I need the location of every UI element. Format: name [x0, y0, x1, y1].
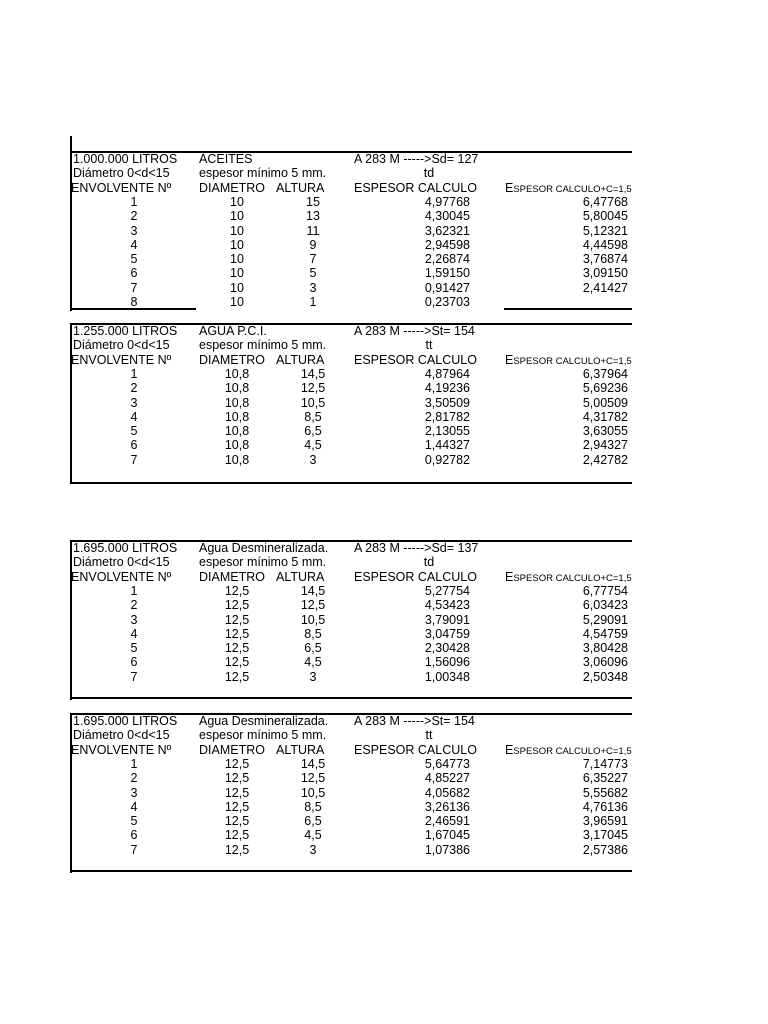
envolvente-value: 7: [130, 842, 138, 857]
espesor-c-value: 3,63055: [582, 424, 628, 439]
product-name: Agua Desmineralizada.: [199, 714, 329, 728]
table-bottom-rule: [70, 482, 632, 484]
altura-value: 15: [306, 194, 320, 209]
espesor-value: 4,19236: [424, 381, 470, 396]
altura-value: 14,5: [300, 366, 326, 381]
diametro-value: 12,5: [224, 756, 250, 771]
espesor-c-value: 4,44598: [582, 237, 628, 252]
diametro-value: 12,5: [224, 641, 250, 656]
envolvente-value: 1: [130, 756, 138, 771]
header-espesor-c-initial: E: [505, 569, 514, 584]
espesor-c-value: 2,57386: [582, 842, 628, 857]
espesor-value: 2,46591: [424, 814, 470, 829]
material-spec: A 283 M ----->St= 154: [354, 324, 475, 338]
envolvente-value: 6: [130, 655, 138, 670]
altura-value: 6,5: [304, 814, 322, 829]
altura-value: 14,5: [300, 756, 326, 771]
diametro-value: 12,5: [224, 583, 250, 598]
header-diametro: DIAMETRO: [199, 352, 265, 367]
spec-unit: td: [423, 166, 435, 181]
altura-value: 12,5: [300, 771, 326, 786]
espesor-c-value: 3,96591: [582, 814, 628, 829]
product-name: ACEITES: [199, 152, 253, 166]
diametro-value: 12,5: [224, 799, 250, 814]
espesor-value: 4,05682: [424, 785, 470, 800]
header-envolvente: ENVOLVENTE Nº: [71, 180, 172, 195]
envolvente-value: 1: [130, 194, 138, 209]
table-bottom-rule: [70, 870, 632, 872]
diameter-range: Diámetro 0<d<15: [73, 166, 170, 181]
margin-mark: [70, 136, 72, 152]
header-espesor-c-initial: E: [505, 180, 514, 195]
envolvente-value: 2: [130, 598, 138, 613]
altura-value: 8,5: [304, 799, 322, 814]
header-espesor: ESPESOR CALCULO: [354, 569, 477, 584]
espesor-value: 3,50509: [424, 395, 470, 410]
diametro-value: 10,8: [224, 395, 250, 410]
envolvente-value: 1: [130, 366, 138, 381]
espesor-value: 0,23703: [424, 295, 470, 309]
min-thickness: espesor mínimo 5 mm.: [199, 555, 327, 570]
espesor-value: 2,26874: [424, 252, 470, 267]
espesor-value: 4,53423: [424, 598, 470, 613]
header-diametro: DIAMETRO: [199, 742, 265, 757]
envolvente-value: 4: [130, 409, 138, 424]
envolvente-value: 4: [130, 799, 138, 814]
diametro-value: 10: [230, 295, 244, 309]
espesor-c-value: 4,31782: [582, 409, 628, 424]
diametro-value: 12,5: [224, 655, 250, 670]
espesor-value: 3,26136: [424, 799, 470, 814]
espesor-value: 3,62321: [424, 223, 470, 238]
material-spec: A 283 M ----->Sd= 137: [354, 541, 479, 555]
header-espesor-c-initial: E: [505, 742, 514, 757]
altura-value: 1: [309, 295, 317, 309]
material-spec: A 283 M ----->Sd= 127: [354, 152, 479, 166]
espesor-c-value: 4,54759: [582, 626, 628, 641]
espesor-value: 3,79091: [424, 612, 470, 627]
altura-value: 5: [309, 266, 317, 281]
espesor-value: 1,67045: [424, 828, 470, 843]
envolvente-value: 5: [130, 252, 138, 267]
min-thickness: espesor mínimo 5 mm.: [199, 166, 327, 181]
altura-value: 3: [309, 669, 317, 684]
espesor-value: 1,56096: [424, 655, 470, 670]
altura-value: 14,5: [300, 583, 326, 598]
envolvente-value: 4: [130, 237, 138, 252]
diametro-value: 10,8: [224, 438, 250, 453]
espesor-value: 4,97768: [424, 194, 470, 209]
diametro-value: 10: [230, 280, 244, 295]
header-altura: ALTURA: [276, 569, 325, 584]
espesor-value: 2,94598: [424, 237, 470, 252]
espesor-c-value: 3,06096: [582, 655, 628, 670]
espesor-value: 1,59150: [424, 266, 470, 281]
header-espesor-c-initial: E: [505, 352, 514, 367]
diameter-range: Diámetro 0<d<15: [73, 728, 170, 743]
diametro-value: 10,8: [224, 424, 250, 439]
header-envolvente: ENVOLVENTE Nº: [71, 742, 172, 757]
espesor-c-value: 5,55682: [582, 785, 628, 800]
altura-value: 3: [309, 452, 317, 467]
diametro-value: 12,5: [224, 814, 250, 829]
tank-table: [70, 540, 632, 704]
diametro-value: 10: [230, 209, 244, 224]
espesor-value: 0,92782: [424, 452, 470, 467]
espesor-c-value: 3,80428: [582, 641, 628, 656]
espesor-c-value: 4,76136: [582, 799, 628, 814]
product-name: AGUA P.C.I.: [199, 324, 267, 338]
header-diametro: DIAMETRO: [199, 180, 265, 195]
altura-value: 10,5: [300, 785, 326, 800]
table-bottom-rule: [504, 308, 632, 310]
espesor-value: 1,44327: [424, 438, 470, 453]
spec-unit: td: [423, 555, 435, 570]
envolvente-value: 5: [130, 424, 138, 439]
header-envolvente: ENVOLVENTE Nº: [71, 569, 172, 584]
altura-value: 12,5: [300, 598, 326, 613]
header-altura: ALTURA: [276, 180, 325, 195]
envolvente-value: 8: [130, 295, 138, 309]
espesor-c-value: 5,69236: [582, 381, 628, 396]
diametro-value: 10: [230, 252, 244, 267]
diametro-value: 12,5: [224, 842, 250, 857]
espesor-c-value: 6,03423: [582, 598, 628, 613]
altura-value: 10,5: [300, 612, 326, 627]
header-espesor: ESPESOR CALCULO: [354, 742, 477, 757]
capacity-title: 1.695.000 LITROS: [73, 714, 178, 728]
tank-table: [70, 151, 632, 315]
espesor-c-value: 3,17045: [582, 828, 628, 843]
header-envolvente: ENVOLVENTE Nº: [71, 352, 172, 367]
altura-value: 6,5: [304, 641, 322, 656]
espesor-c-value: 5,29091: [582, 612, 628, 627]
espesor-c-value: 7,14773: [582, 756, 628, 771]
header-espesor-c-rest: SPESOR CALCULO+C=1,5: [513, 745, 632, 757]
altura-value: 6,5: [304, 424, 322, 439]
diametro-value: 10: [230, 266, 244, 281]
envolvente-value: 7: [130, 452, 138, 467]
altura-value: 9: [309, 237, 317, 252]
envolvente-value: 3: [130, 612, 138, 627]
header-espesor: ESPESOR CALCULO: [354, 352, 477, 367]
espesor-value: 2,13055: [424, 424, 470, 439]
espesor-value: 1,00348: [424, 669, 470, 684]
altura-value: 3: [309, 842, 317, 857]
diametro-value: 10,8: [224, 381, 250, 396]
diameter-range: Diámetro 0<d<15: [73, 338, 170, 353]
espesor-c-value: 5,80045: [582, 209, 628, 224]
espesor-c-value: 2,41427: [582, 280, 628, 295]
envolvente-value: 3: [130, 223, 138, 238]
tank-table: [70, 713, 632, 877]
header-espesor: ESPESOR CALCULO: [354, 180, 477, 195]
espesor-value: 0,91427: [424, 280, 470, 295]
altura-value: 11: [306, 223, 320, 238]
header-altura: ALTURA: [276, 742, 325, 757]
product-name: Agua Desmineralizada.: [199, 541, 329, 555]
envolvente-value: 4: [130, 626, 138, 641]
altura-value: 4,5: [304, 438, 322, 453]
espesor-value: 5,64773: [424, 756, 470, 771]
diametro-value: 12,5: [224, 626, 250, 641]
altura-value: 7: [309, 252, 317, 267]
header-espesor-c-rest: SPESOR CALCULO+C=1,5: [513, 183, 632, 195]
envolvente-value: 5: [130, 641, 138, 656]
capacity-title: 1.000.000 LITROS: [73, 152, 178, 166]
capacity-title: 1.695.000 LITROS: [73, 541, 178, 555]
diametro-value: 10: [230, 223, 244, 238]
table-bottom-rule: [70, 697, 632, 699]
diametro-value: 10: [230, 237, 244, 252]
diametro-value: 12,5: [224, 771, 250, 786]
espesor-c-value: 6,35227: [582, 771, 628, 786]
header-espesor-c-rest: SPESOR CALCULO+C=1,5: [513, 572, 632, 584]
altura-value: 8,5: [304, 626, 322, 641]
altura-value: 10,5: [300, 395, 326, 410]
spec-unit: tt: [425, 728, 433, 743]
header-diametro: DIAMETRO: [199, 569, 265, 584]
header-altura: ALTURA: [276, 352, 325, 367]
espesor-c-value: 6,47768: [582, 194, 628, 209]
espesor-c-value: 3,76874: [582, 252, 628, 267]
espesor-value: 3,04759: [424, 626, 470, 641]
diametro-value: 12,5: [224, 785, 250, 800]
header-espesor-c-rest: SPESOR CALCULO+C=1,5: [513, 355, 632, 367]
espesor-c-value: 2,94327: [582, 438, 628, 453]
altura-value: 4,5: [304, 828, 322, 843]
diameter-range: Diámetro 0<d<15: [73, 555, 170, 570]
espesor-c-value: 3,09150: [582, 266, 628, 281]
espesor-value: 1,07386: [424, 842, 470, 857]
diametro-value: 10,8: [224, 409, 250, 424]
espesor-c-value: 2,50348: [582, 669, 628, 684]
envolvente-value: 2: [130, 209, 138, 224]
min-thickness: espesor mínimo 5 mm.: [199, 338, 327, 353]
espesor-c-value: 6,77754: [582, 583, 628, 598]
tank-table: [70, 323, 632, 487]
espesor-value: 4,30045: [424, 209, 470, 224]
material-spec: A 283 M ----->St= 154: [354, 714, 475, 728]
spec-unit: tt: [425, 338, 433, 353]
envolvente-value: 3: [130, 395, 138, 410]
altura-value: 8,5: [304, 409, 322, 424]
espesor-c-value: 5,12321: [582, 223, 628, 238]
espesor-value: 2,81782: [424, 409, 470, 424]
espesor-value: 4,85227: [424, 771, 470, 786]
diametro-value: 10: [230, 194, 244, 209]
diametro-value: 12,5: [224, 669, 250, 684]
espesor-value: 5,27754: [424, 583, 470, 598]
altura-value: 4,5: [304, 655, 322, 670]
envolvente-value: 7: [130, 669, 138, 684]
envolvente-value: 3: [130, 785, 138, 800]
envolvente-value: 2: [130, 771, 138, 786]
envolvente-value: 6: [130, 266, 138, 281]
envolvente-value: 1: [130, 583, 138, 598]
diametro-value: 10,8: [224, 366, 250, 381]
altura-value: 13: [306, 209, 320, 224]
altura-value: 12,5: [300, 381, 326, 396]
min-thickness: espesor mínimo 5 mm.: [199, 728, 327, 743]
espesor-value: 4,87964: [424, 366, 470, 381]
diametro-value: 12,5: [224, 598, 250, 613]
envolvente-value: 5: [130, 814, 138, 829]
envolvente-value: 6: [130, 438, 138, 453]
diametro-value: 12,5: [224, 612, 250, 627]
envolvente-value: 7: [130, 280, 138, 295]
envolvente-value: 2: [130, 381, 138, 396]
capacity-title: 1.255.000 LITROS: [73, 324, 178, 338]
espesor-c-value: 2,42782: [582, 452, 628, 467]
altura-value: 3: [309, 280, 317, 295]
diametro-value: 12,5: [224, 828, 250, 843]
envolvente-value: 6: [130, 828, 138, 843]
diametro-value: 10,8: [224, 452, 250, 467]
espesor-value: 2,30428: [424, 641, 470, 656]
espesor-c-value: 5,00509: [582, 395, 628, 410]
espesor-c-value: 6,37964: [582, 366, 628, 381]
